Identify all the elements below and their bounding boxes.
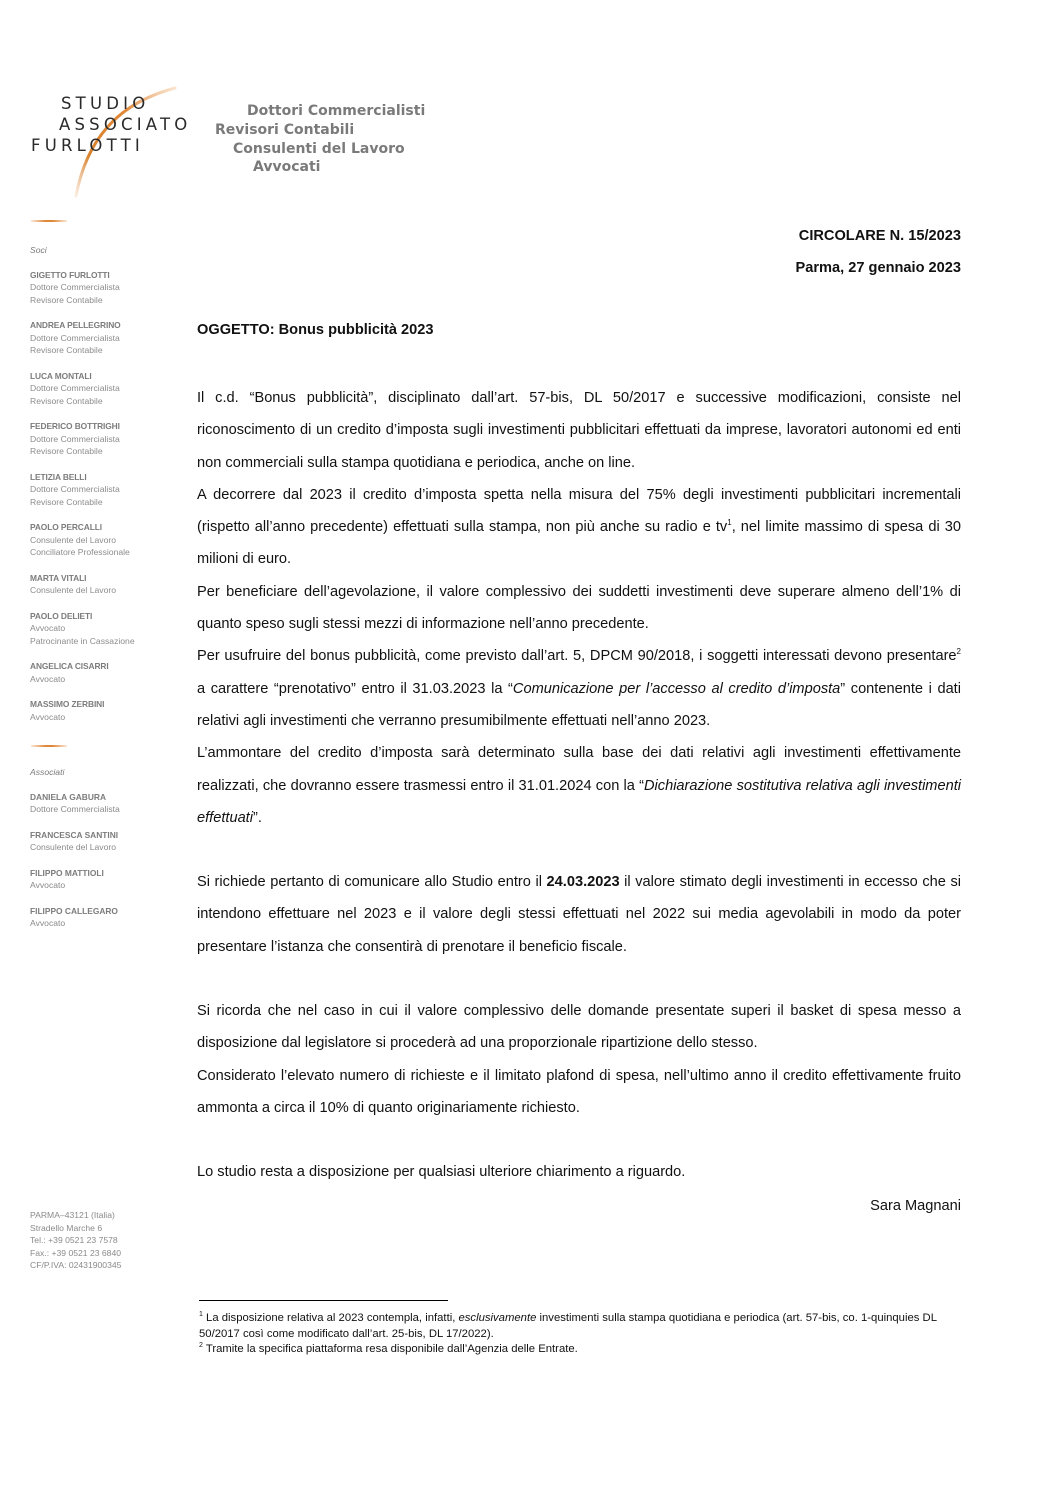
member-role: Dottore Commercialista (30, 282, 120, 292)
member-role: Conciliatore Professionale (30, 547, 130, 557)
footnote-separator (199, 1300, 448, 1301)
paragraph: Il c.d. “Bonus pubblicità”, disciplinato dall’art. 57-bis, DL 50/2017 e successive modificazioni, consiste nel riconoscimento di un credito d’imposta sugli investimenti pubblicitari effettuati da imprese, lavoratori autonomi ed enti non commerciali sulla stampa quotidiana e periodica, anche on line. (197, 390, 961, 471)
member-name: LETIZIA BELLI (30, 471, 87, 482)
member-role: Avvocato (30, 673, 66, 684)
phone-line: Tel.: +39 0521 23 7578 (30, 1235, 118, 1246)
member-role: Revisore Contabile (30, 395, 103, 406)
address-line: PARMA–43121 (Italia) (30, 1210, 115, 1220)
member-role: Dottore Commercialista (30, 484, 120, 494)
member-entry (30, 829, 180, 854)
footnote-ref: 1 (727, 518, 732, 528)
member-name: DANIELA GABURA (30, 791, 106, 802)
signature: Sara Magnani (870, 1198, 961, 1214)
paragraph: Lo studio resta a disposizione per qualsiasi ulteriore chiarimento a riguardo. (197, 1164, 686, 1181)
paragraph: Considerato l’elevato numero di richieste e il limitato plafond di spesa, nell’ultimo anno il credito effettivamente fruito ammonta a circa il 10% di quanto originariamente richiesto. (197, 1067, 961, 1116)
profession-4: Avvocati (253, 159, 321, 175)
member-role: Dottore Commercialista (30, 804, 120, 814)
member-name: FILIPPO MATTIOLI (30, 867, 104, 878)
member-entry (30, 660, 180, 685)
footnotes (199, 1311, 963, 1358)
member-name: ANGELICA CISARRI (30, 661, 109, 671)
member-role: Consulente del Lavoro (30, 842, 116, 852)
member-role: Avvocato (30, 880, 66, 890)
member-role: Avvocato (30, 711, 66, 722)
section-title-associati: Associati (30, 767, 65, 777)
member-role: Dottore Commercialista (30, 383, 120, 393)
member-name: ANDREA PELLEGRINO (30, 320, 121, 330)
paragraph: Per usufruire del bonus pubblicità, come previsto dall’art. 5, DPCM 90/2018, i soggetti interessati devono presentare$^2$ a carattere “prenotativo” entro il 31.03.2023 la “Comunicazione per l’accesso al credito d’imposta” contenente i dati relativi agli investimenti che verranno presumibilmente effettuati nell’anno 2023. (197, 647, 961, 729)
member-role: Dottore Commercialista (30, 433, 120, 444)
member-name: FILIPPO CALLEGARO (30, 905, 118, 916)
spacer (197, 963, 961, 995)
deadline-date: 24.03.2023 (546, 874, 620, 891)
member-role: Patrocinante in Cassazione (30, 635, 135, 646)
member-entry (30, 471, 180, 509)
paragraph: Si ricorda che nel caso in cui il valore complessivo delle domande presentate superi il basket di spesa messo a disposizione dal legislatore si procederà ad una proporzionale ripartizione dello stesso. (197, 1003, 961, 1052)
letter-subject: OGGETTO: Bonus pubblicità 2023 (197, 322, 434, 338)
member-name: GIGETTO FURLOTTI (30, 269, 110, 280)
member-entry (30, 698, 180, 723)
footnote-ref: 2 (956, 647, 961, 657)
member-name: PAOLO PERCALLI (30, 522, 102, 532)
logo-text-line2: ASSOCIATO (59, 115, 192, 134)
profession-2: Revisori Contabili (215, 122, 355, 138)
member-entry (30, 905, 180, 930)
body-text (197, 382, 961, 1189)
member-name: LUCA MONTALI (30, 370, 92, 381)
member-entry (30, 791, 180, 816)
paragraph: L’ammontare del credito d’imposta sarà determinato sulla base dei dati relativi agli investimenti effettivamente realizzati, che dovranno essere trasmessi entro il 31.01.2024 con la “Dichiarazione sostitutiva relativa agli investimenti effettuati”. (197, 745, 961, 826)
member-name: MARTA VITALI (30, 572, 87, 583)
fax-line: Fax.: +39 0521 23 6840 (30, 1247, 122, 1258)
vat-line: CF/P.IVA: 02431900345 (30, 1260, 122, 1271)
office-address (30, 1209, 121, 1272)
spacer (197, 1124, 961, 1156)
member-name: FEDERICO BOTTRIGHI (30, 421, 120, 431)
member-role: Revisore Contabile (30, 294, 103, 305)
address-line: Stradello Marche 6 (30, 1222, 103, 1233)
member-entry (30, 370, 180, 408)
orange-divider (31, 745, 67, 747)
sidebar-soci (30, 244, 180, 736)
letter-date: Parma, 27 gennaio 2023 (795, 260, 961, 276)
member-entry (30, 867, 180, 892)
member-name: MASSIMO ZERBINI (30, 699, 105, 709)
member-role: Avvocato (30, 623, 66, 633)
member-name: FRANCESCA SANTINI (30, 829, 119, 840)
member-role: Revisore Contabile (30, 496, 103, 507)
footnote-2: $^2$ Tramite la specifica piattaforma resa disponibile dall’Agenzia delle Entrate. (199, 1342, 578, 1355)
member-role: Revisore Contabile (30, 345, 103, 355)
member-role: Avvocato (30, 918, 66, 928)
spacer (197, 834, 961, 866)
footnote-1: $^1$ La disposizione relativa al 2023 contempla, infatti, esclusivamente investimenti sulla stampa quotidiana e periodica (art. 57-bis, co. 1-quinquies DL 50/2017 così come modificato dall’art. 25-bis, DL 17/2022). (199, 1311, 937, 1340)
member-role: Consulente del Lavoro (30, 585, 116, 595)
member-role: Consulente del Lavoro (30, 534, 116, 545)
orange-divider (31, 220, 67, 222)
sidebar-associati (30, 766, 180, 943)
member-entry (30, 269, 180, 307)
logo-text-line1: STUDIO (61, 94, 150, 113)
member-role: Revisore Contabile (30, 446, 103, 456)
studio-logo (28, 86, 192, 206)
member-entry (30, 521, 180, 559)
member-entry (30, 319, 180, 357)
profession-3: Consulenti del Lavoro (233, 141, 405, 157)
member-entry (30, 420, 180, 458)
member-entry (30, 610, 180, 648)
paragraph: Si richiede pertanto di comunicare allo Studio entro il 24.03.2023 il valore stimato degli investimenti in eccesso che si intendono effettuare nel 2023 e il valore degli stessi effettuati nel 2022 sui media agevolabili in modo da poter presentare l’istanza che consentirà di prenotare il beneficio fiscale. (197, 874, 961, 955)
paragraph: Per beneficiare dell’agevolazione, il valore complessivo dei suddetti investimenti deve superare almeno dell’1% di quanto speso sugli stessi mezzi di informazione nell’anno precedente. (197, 583, 961, 633)
logo-text-line3: FURLOTTI (31, 136, 144, 155)
section-title-soci: Soci (30, 245, 47, 255)
circular-number: CIRCOLARE N. 15/2023 (798, 228, 961, 244)
profession-1: Dottori Commercialisti (247, 103, 426, 119)
paragraph: A decorrere dal 2023 il credito d’imposta spetta nella misura del 75% degli investimenti pubblicitari incrementali (rispetto all’anno precedente) effettuati sulla stampa, non più anche su radio e $tv^1$, nel limite massimo di spesa di 30 milioni di euro. (197, 486, 961, 568)
member-name: PAOLO DELIETI (30, 610, 93, 621)
member-role: Dottore Commercialista (30, 332, 120, 343)
member-entry (30, 572, 180, 597)
